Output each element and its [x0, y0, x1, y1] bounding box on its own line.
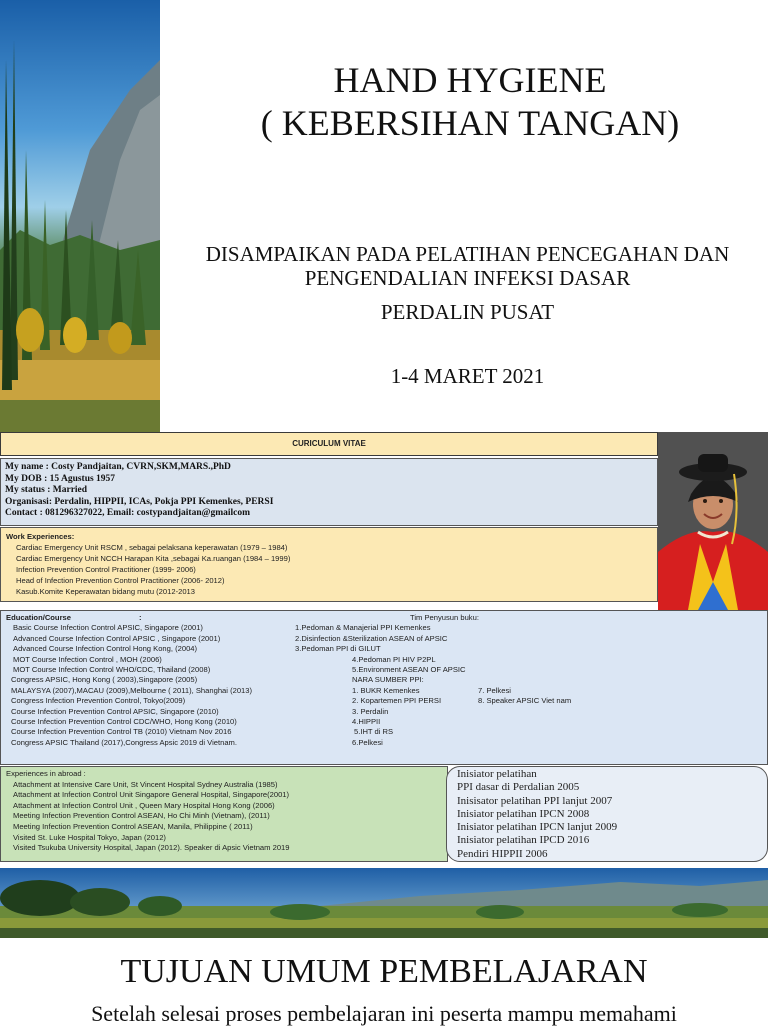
section-body: Setelah selesai proses pembelajaran ini peserta mampu memahami: [91, 1001, 677, 1026]
cv-abroad-experiences: [0, 766, 448, 862]
subtitle-line1: DISAMPAIKAN PADA PELATIHAN PENCEGAHAN DAN: [205, 242, 730, 266]
work-item: Head of Infection Prevention Control Practitioner (2006- 2012): [16, 576, 225, 585]
meadow-banner-image: [0, 868, 768, 938]
abroad-title: Experiences in abroad :: [6, 769, 86, 778]
cv-work-experiences: [0, 527, 658, 602]
book-item: 2.Disinfection &Sterilization ASEAN of APSIC: [295, 633, 448, 643]
books-list: [295, 623, 466, 675]
cv-slide: [0, 432, 768, 864]
work-title: Work Experiences:: [6, 532, 75, 541]
education-item: Congress APSIC, Hong Kong ( 2003),Singapore (2005): [11, 675, 198, 685]
books-title: Tim Penyusun buku:: [410, 613, 479, 622]
book-item: 5.Environment ASEAN OF APSIC: [352, 665, 466, 675]
speaker-title: NARA SUMBER PPI:: [352, 675, 424, 685]
work-item: Cardiac Emergency Unit RSCM , sebagai pelaksana keperawatan (1979 – 1984): [16, 543, 288, 552]
education-title: Education/Course: [6, 613, 71, 622]
work-item: Cardiac Emergency Unit NCCH Harapan Kita ,sebagai Ka.ruangan (1984 – 1999): [16, 554, 291, 563]
organizer: PERDALIN PUSAT: [380, 300, 555, 324]
landscape-photo: [0, 0, 160, 432]
book-item: 1.Pedoman & Manajerial PPI Kemenkes: [295, 623, 431, 633]
speaker-item: 4.HIPPII: [352, 717, 381, 727]
cv-contact-row: Contact : 081296327022, Email: costypandjaitan@gmailcom: [5, 508, 251, 518]
initiator-item: Inisiator pelatihan: [457, 768, 537, 780]
cv-dob-row: My DOB : 15 Agustus 1957: [5, 473, 116, 484]
education-item: Congress APSIC Thailand (2017),Congress Apsic 2019 di Vietnam.: [11, 737, 237, 747]
education-item: Congress Infection Prevention Control, Tokyo(2009): [11, 696, 186, 706]
work-item: Infection Prevention Control Practitioner (1999- 2006): [16, 565, 196, 574]
initiator-item: Inisisator pelatihan PPI lanjut 2007: [457, 794, 613, 807]
speaker-section-right: [478, 686, 571, 707]
initiator-item: Pendiri HIPPII 2006: [457, 847, 548, 860]
slide-title-line1: HAND HYGIENE: [333, 60, 607, 100]
cv-personal-info: [0, 458, 658, 526]
education-item: Basic Course Infection Control APSIC, Singapore (2001): [13, 623, 203, 633]
cv-header: CURICULUM VITAE: [0, 432, 658, 456]
education-item: MOT Course Infection Control , MOH (2006): [13, 654, 162, 664]
education-item: Advanced Course Infection Control Hong Kong, (2004): [13, 644, 198, 654]
cv-organisasi-row: Organisasi: Perdalin, HIPPII, ICAs, Pokja PPI Kemenkes, PERSI: [5, 496, 274, 507]
education-list: [13, 623, 252, 748]
speaker-item: 2. Kopartemen PPI PERSI: [352, 696, 442, 706]
speaker-item: 8. Speaker APSIC Viet nam: [478, 696, 572, 706]
abroad-item: Attachment at Infection Control Unit , Queen Mary Hospital Hong Kong (2006): [13, 800, 275, 810]
education-item: Course Infection Prevention Control CDC/WHO, Hong Kong (2010): [11, 717, 237, 727]
speaker-item: 7. Pelkesi: [478, 685, 511, 695]
subtitle-line2: PENGENDALIAN INFEKSI DASAR: [304, 266, 631, 290]
speaker-section: [352, 675, 441, 748]
education-item: Course Infection Prevention Control APSIC, Singapore (2010): [11, 706, 219, 716]
education-item: MOT Course Infection Control WHO/CDC, Thailand (2008): [13, 665, 211, 675]
initiator-item: Inisiator pelatihan IPCN 2008: [457, 807, 590, 820]
slide-title-line2: ( KEBERSIHAN TANGAN): [260, 103, 680, 143]
graduate-portrait-image: [658, 432, 768, 610]
initiator-item: Inisiator pelatihan IPCD 2016: [457, 834, 590, 847]
cv-initiator-box: [446, 766, 768, 862]
work-item: Kasub.Komite Keperawatan bidang mutu (2012-2013: [16, 587, 195, 596]
speaker-item: 5.IHT di RS: [354, 727, 394, 737]
abroad-item: Attachment at Infection Control Unit Singapore General Hospital, Singapore(2001): [13, 790, 290, 800]
abroad-item: Visited Tsukuba University Hospital, Japan (2012). Speaker di Apsic Vietnam 2019: [13, 843, 290, 853]
cv-name-row: My name : Costy Pandjaitan, CVRN,SKM,MARS.,PhD: [5, 462, 231, 472]
speaker-item: 3. Perdalin: [352, 706, 389, 716]
title-slide: [0, 0, 768, 432]
education-item: Course Infection Prevention Control TB (2010) Vietnam Nov 2016: [11, 727, 232, 737]
abroad-item: Meeting Infection Prevention Control ASEAN, Manila, Philippine ( 2011): [13, 821, 253, 831]
event-date: 1-4 MARET 2021: [390, 364, 545, 388]
abroad-item: Visited St. Luke Hospital Tokyo, Japan (2012): [13, 832, 166, 842]
speaker-item: 1. BUKR Kemenkes: [352, 685, 420, 695]
education-item: Advanced Course Infection Control APSIC , Singapore (2001): [13, 633, 221, 643]
education-colon: :: [139, 613, 142, 622]
cv-education-section: [0, 610, 768, 765]
portrait-photo: [658, 432, 768, 610]
forest-mountain-image: [0, 0, 160, 432]
landscape-banner: [0, 868, 768, 938]
education-item: MALAYSYA (2007),MACAU (2009),Melbourne ( 2011), Shanghai (2013): [11, 685, 253, 695]
abroad-item: Meeting Infection Prevention Control ASEAN, Ho Chi Minh (Vietnam), (2011): [13, 811, 270, 821]
book-item: 4.Pedoman PI HIV P2PL: [352, 654, 436, 664]
abroad-item: Attachment at Intensive Care Unit, St Vincent Hospital Sydney Australia (1985): [13, 779, 278, 789]
cv-status-row: My status : Married: [5, 485, 88, 495]
initiator-item: PPI dasar di Perdalian 2005: [457, 781, 580, 794]
section-title: TUJUAN UMUM PEMBELAJARAN: [120, 953, 648, 990]
speaker-item: 6.Pelkesi: [352, 737, 383, 747]
book-item: 3.Pedoman PPI di GILUT: [295, 644, 381, 654]
initiator-item: Inisiator pelatihan IPCN lanjut 2009: [457, 821, 618, 834]
